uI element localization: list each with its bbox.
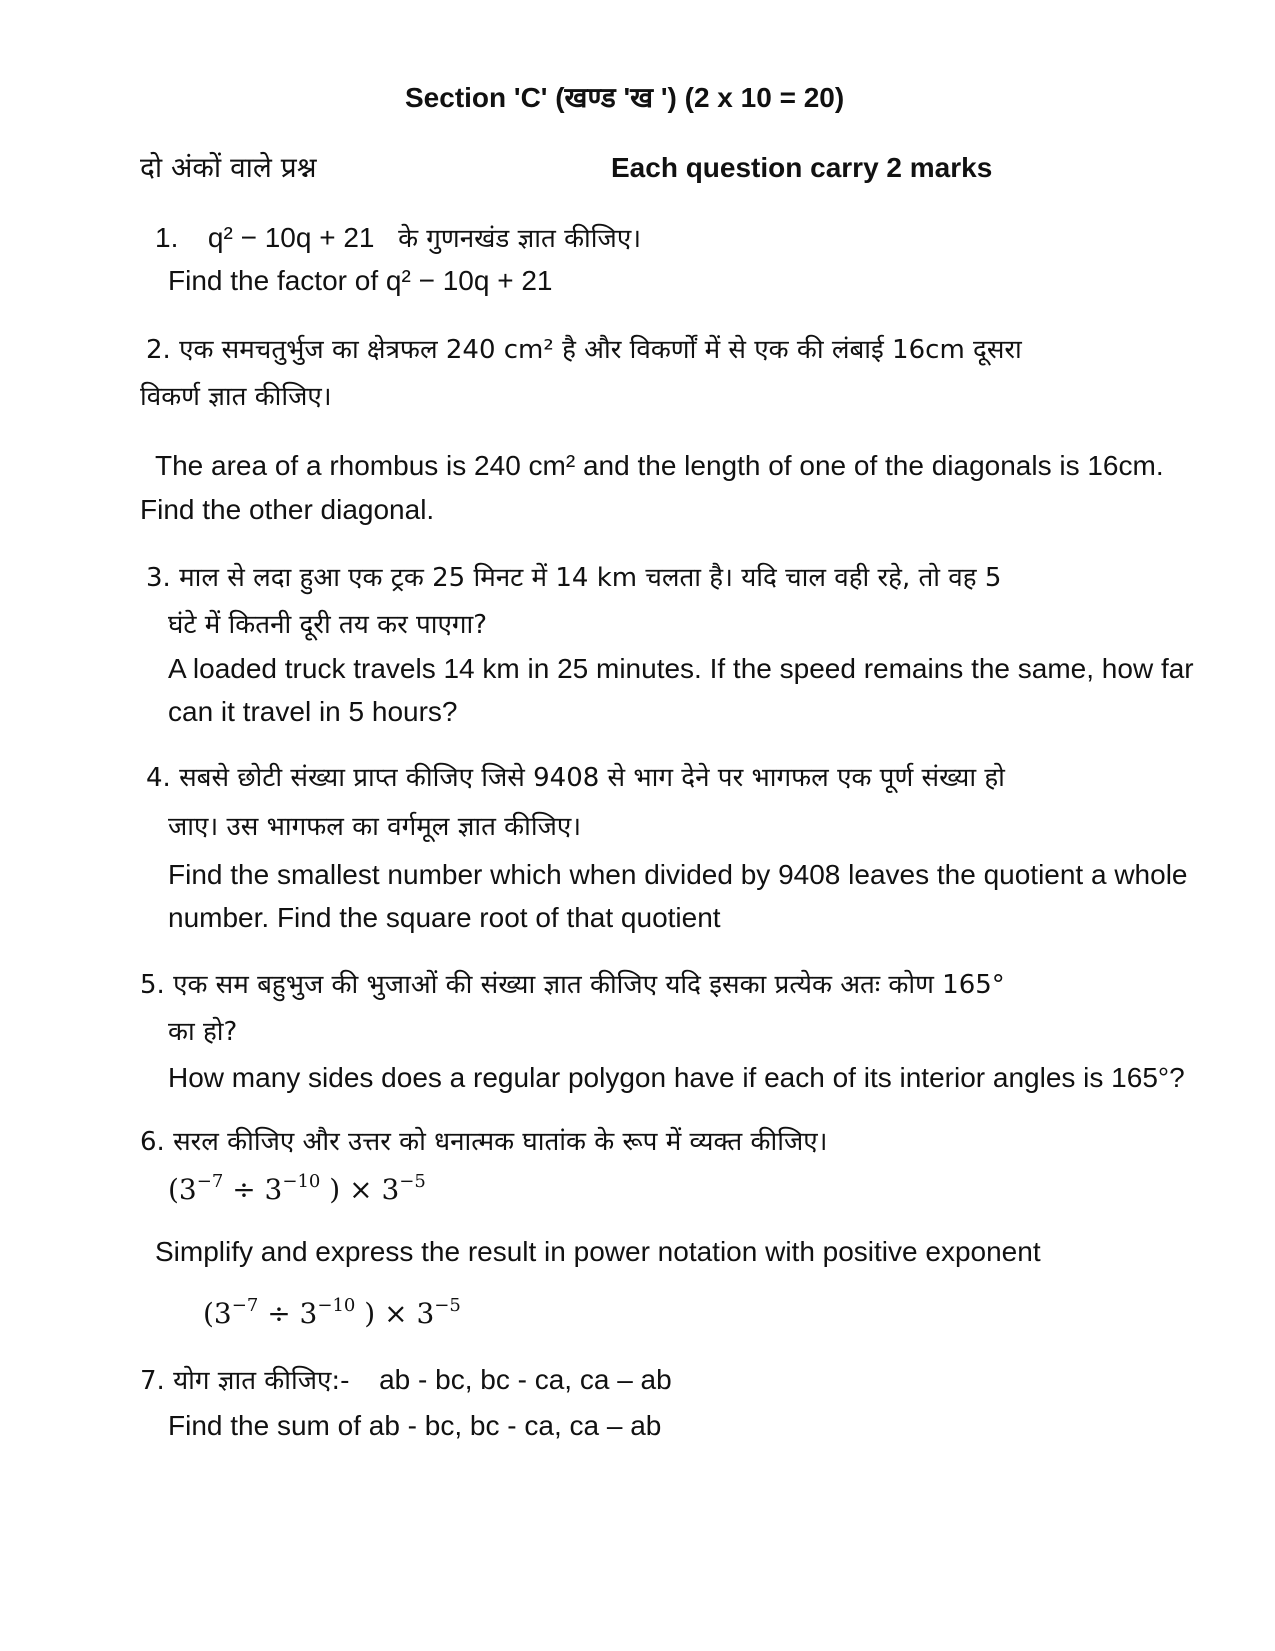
hindi-subtitle: दो अंकों वाले प्रश्न <box>140 151 317 184</box>
question-3-english-line1: A loaded truck travels 14 km in 25 minutes. If the speed remains the same, how far <box>168 653 1194 684</box>
question-4-english-line1: Find the smallest number which when divided by 9408 leaves the quotient a whole <box>168 859 1188 890</box>
question-5-english-line1: How many sides does a regular polygon have if each of its interior angles is 165°? <box>168 1062 1185 1093</box>
english-subtitle: Each question carry 2 marks <box>611 152 993 183</box>
question-4-hindi-line2: जाए। उस भागफल का वर्गमूल ज्ञात कीजिए। <box>168 812 582 842</box>
question-7-english: Find the sum of ab - bc, bc - ca, ca – ab <box>168 1410 662 1441</box>
question-3-hindi-line2: घंटे में कितनी दूरी तय कर पाएगा? <box>168 610 488 640</box>
question-5-hindi-line2: का हो? <box>168 1017 238 1047</box>
question-4-english-line2: number. Find the square root of that quotient <box>168 902 721 933</box>
question-6-hindi-line1: 6. सरल कीजिए और उत्तर को धनात्मक घातांक के रूप में व्यक्त कीजिए। <box>140 1127 828 1157</box>
question-2-english-line1: The area of a rhombus is 240 cm² and the length of one of the diagonals is 16cm. <box>155 450 1164 481</box>
question-7-terms: ab - bc, bc - ca, ca – ab <box>379 1364 672 1395</box>
question-7-hindi <box>140 1362 672 1399</box>
question-1-expression: q² − 10q + 21 <box>207 222 375 253</box>
question-1-english: Find the factor of q² − 10q + 21 <box>168 265 553 296</box>
question-7-hindi-prefix: 7. योग ज्ञात कीजिए:- <box>140 1366 350 1396</box>
question-1-hindi-text: के गुणनखंड ज्ञात कीजिए। <box>398 224 642 254</box>
question-2-hindi-line2: विकर्ण ज्ञात कीजिए। <box>140 382 332 412</box>
question-6-expression-english: ($3^{-7} \div 3^{-10}$ ) × $3^{-5}$ <box>203 1295 461 1330</box>
question-1-hindi <box>155 220 641 257</box>
question-6-expression-hindi: ($3^{-7} \div 3^{-10}$ ) × $3^{-5}$ <box>168 1171 426 1206</box>
question-5-hindi-line1: 5. एक सम बहुभुज की भुजाओं की संख्या ज्ञात कीजिए यदि इसका प्रत्येक अतः कोण 165° <box>140 970 1005 1000</box>
question-2-hindi-line1: 2. एक समचतुर्भुज का क्षेत्रफल 240 cm² है और विकर्णों में से एक की लंबाई 16cm दूसरा <box>146 335 1022 365</box>
section-title: Section 'C' (खण्ड 'ख ') (2 x 10 = 20) <box>405 82 845 113</box>
question-3-english-line2: can it travel in 5 hours? <box>168 696 458 727</box>
question-2-english-line2: Find the other diagonal. <box>140 494 435 525</box>
question-4-hindi-line1: 4. सबसे छोटी संख्या प्राप्त कीजिए जिसे 9408 से भाग देने पर भागफल एक पूर्ण संख्या हो <box>146 763 1005 793</box>
question-1-number: 1. <box>155 222 179 253</box>
question-3-hindi-line1: 3. माल से लदा हुआ एक ट्रक 25 मिनट में 14 km चलता है। यदि चाल वही रहे, तो वह 5 <box>146 563 1002 593</box>
question-6-english-line1: Simplify and express the result in power notation with positive exponent <box>155 1236 1041 1267</box>
